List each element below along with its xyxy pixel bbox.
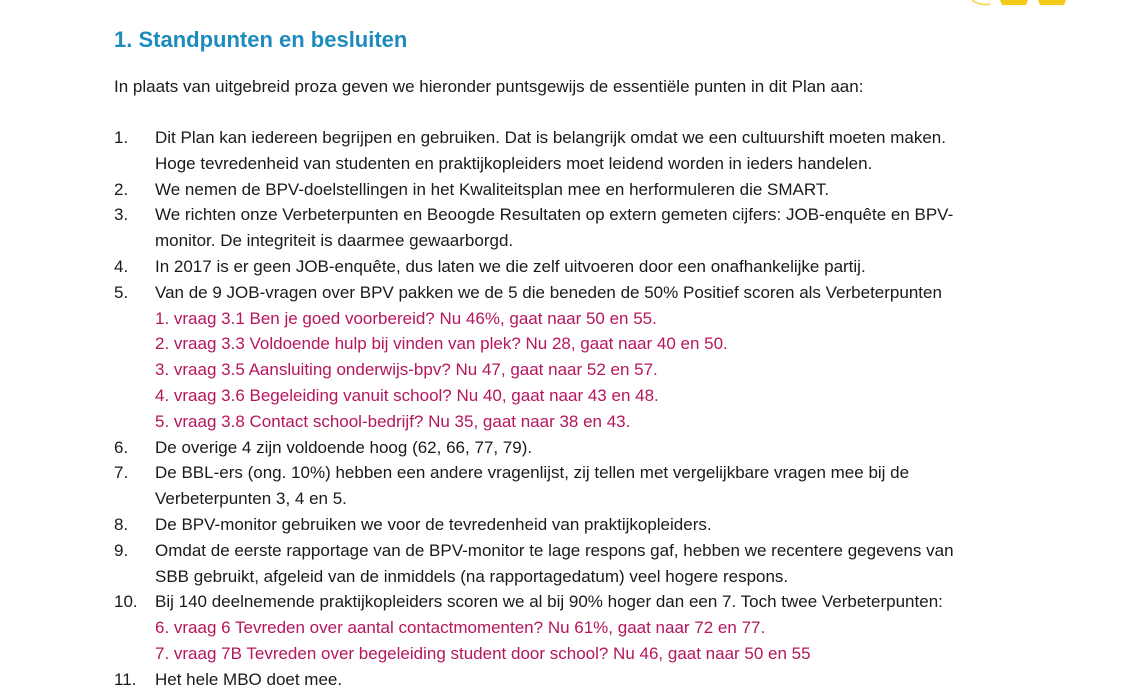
list-item-text: Hoge tevredenheid van studenten en praktijkopleiders moet leidend worden in ieders handelen. xyxy=(155,153,873,173)
list-item xyxy=(114,460,1074,512)
corner-decoration xyxy=(0,0,1123,20)
verbeterpunt-subitem: 1. vraag 3.1 Ben je goed voorbereid? Nu 46%, gaat naar 50 en 55. xyxy=(155,308,657,328)
list-item-text: In 2017 is er geen JOB-enquête, dus laten we die zelf uitvoeren door een onafhankelijke partij. xyxy=(155,256,866,276)
verbeterpunt-subitem: 6. vraag 6 Tevreden over aantal contactmomenten? Nu 61%, gaat naar 72 en 77. xyxy=(155,618,766,638)
list-item xyxy=(114,589,1074,666)
list-item-number: 2. xyxy=(114,179,129,199)
list-item-number: 10. xyxy=(114,592,138,612)
verbeterpunt-subitem: 4. vraag 3.6 Begeleiding vanuit school? Nu 40, gaat naar 43 en 48. xyxy=(155,385,659,405)
list-item-text: monitor. De integriteit is daarmee gewaarborgd. xyxy=(155,231,514,251)
list-item-text: SBB gebruikt, afgeleid van de inmiddels (na rapportagedatum) veel hogere respons. xyxy=(155,566,789,586)
list-item-number: 3. xyxy=(114,205,129,225)
list-item xyxy=(114,512,1074,538)
intro-paragraph: In plaats van uitgebreid proza geven we hieronder puntsgewijs de essentiële punten in dit Plan aan: xyxy=(114,77,864,96)
list-item-text: De BPV-monitor gebruiken we voor de tevredenheid van praktijkopleiders. xyxy=(155,514,712,534)
list-item-text: Dit Plan kan iedereen begrijpen en gebruiken. Dat is belangrijk omdat we een cultuurshift moeten maken. xyxy=(155,128,946,147)
list-item xyxy=(114,177,1074,203)
list-item-text: De BBL-ers (ong. 10%) hebben een andere vragenlijst, zij tellen met vergelijkbare vragen mee bij de xyxy=(155,463,910,483)
numbered-list xyxy=(114,125,1074,693)
list-item-number: 11. xyxy=(114,669,137,689)
list-item-text: De overige 4 zijn voldoende hoog (62, 66, 77, 79). xyxy=(155,437,533,457)
list-item xyxy=(114,202,1074,254)
list-item-text: Het hele MBO doet mee. xyxy=(155,669,343,689)
list-item-number: 8. xyxy=(114,514,129,534)
list-item-number: 4. xyxy=(114,256,129,276)
list-item xyxy=(114,125,1074,177)
list-item-text: We nemen de BPV-doelstellingen in het Kwaliteitsplan mee en herformuleren die SMART. xyxy=(155,179,830,199)
list-item xyxy=(114,538,1074,590)
list-item-number: 5. xyxy=(114,282,129,302)
list-item-text: Bij 140 deelnemende praktijkopleiders scoren we al bij 90% hoger dan een 7. Toch twee Verbeterpunten: xyxy=(155,592,943,612)
verbeterpunt-subitem: 7. vraag 7B Tevreden over begeleiding student door school? Nu 46, gaat naar 50 en 55 xyxy=(155,643,811,663)
list-item-text: We richten onze Verbeterpunten en Beoogde Resultaten op extern gemeten cijfers: JOB-enquête en BPV- xyxy=(155,205,954,225)
list-item-text: Omdat de eerste rapportage van de BPV-monitor te lage respons gaf, hebben we recentere gegevens van xyxy=(155,540,954,560)
verbeterpunt-subitem: 2. vraag 3.3 Voldoende hulp bij vinden van plek? Nu 28, gaat naar 40 en 50. xyxy=(155,334,728,354)
list-item-text: Van de 9 JOB-vragen over BPV pakken we de 5 die beneden de 50% Positief scoren als Verbeterpunten xyxy=(155,282,942,302)
verbeterpunt-subitem: 3. vraag 3.5 Aansluiting onderwijs-bpv? Nu 47, gaat naar 52 en 57. xyxy=(155,360,658,380)
list-item-number: 9. xyxy=(114,540,129,560)
list-item-number: 7. xyxy=(114,463,129,483)
list-item xyxy=(114,435,1074,461)
list-item xyxy=(114,254,1074,280)
list-item xyxy=(114,280,1074,435)
verbeterpunt-subitem: 5. vraag 3.8 Contact school-bedrijf? Nu 35, gaat naar 38 en 43. xyxy=(155,411,631,431)
list-item-number: 6. xyxy=(114,437,129,457)
list-item-number: 1. xyxy=(114,128,129,147)
section-heading: 1. Standpunten en besluiten xyxy=(114,27,408,52)
list-item xyxy=(114,667,1074,693)
list-item-text: Verbeterpunten 3, 4 en 5. xyxy=(155,489,347,509)
